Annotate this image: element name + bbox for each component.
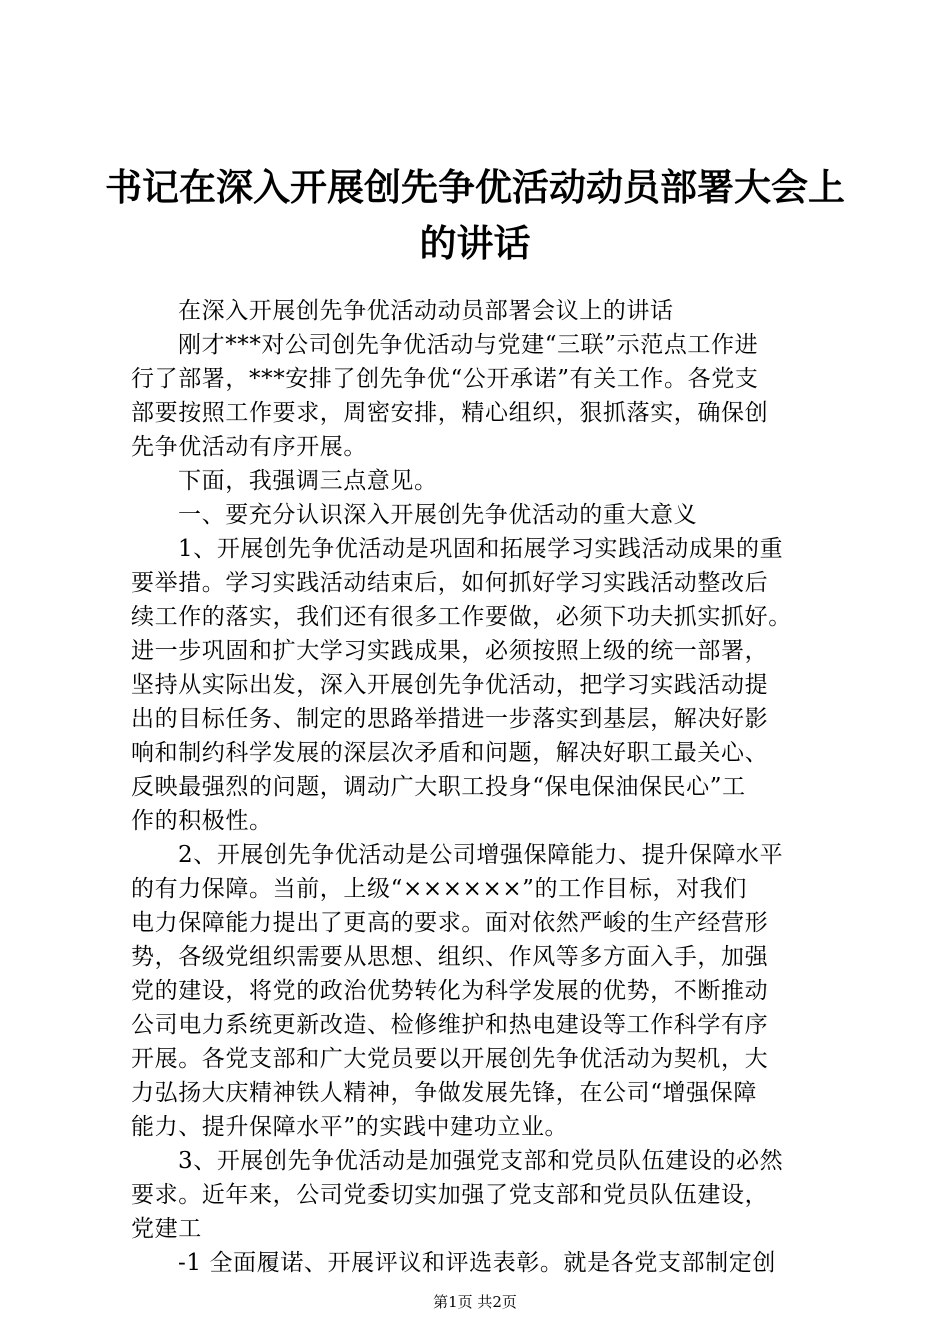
paragraph-line: 开展。各党支部和广大党员要以开展创先争优活动为契机，大 bbox=[131, 1046, 769, 1072]
paragraph-line: 要求。近年来，公司党委切实加强了党支部和党员队伍建设， bbox=[131, 1182, 769, 1208]
paragraph-line: 进一步巩固和扩大学习实践成果，必须按照上级的统一部署， bbox=[131, 638, 769, 664]
paragraph-line: 作的积极性。 bbox=[131, 808, 273, 834]
paragraph-line: 部要按照工作要求，周密安排，精心组织，狠抓落实，确保创 bbox=[131, 400, 769, 426]
paragraph-line: 坚持从实际出发，深入开展创先争优活动，把学习实践活动提 bbox=[131, 672, 769, 698]
paragraph-line: 力弘扬大庆精神铁人精神，争做发展先锋，在公司“增强保障 bbox=[131, 1080, 757, 1106]
paragraph-line: 下面，我强调三点意见。 bbox=[178, 468, 438, 494]
paragraph-line: 党建工 bbox=[131, 1216, 202, 1242]
paragraph-line: 3、开展创先争优活动是加强党支部和党员队伍建设的必然 bbox=[178, 1148, 784, 1174]
paragraph-line: 出的目标任务、制定的思路举措进一步落实到基层，解决好影 bbox=[131, 706, 769, 732]
paragraph-line: 要举措。学习实践活动结束后，如何抓好学习实践活动整改后 bbox=[131, 570, 769, 596]
subtitle-line: 在深入开展创先争优活动动员部署会议上的讲话 bbox=[178, 298, 674, 324]
paragraph-line: 公司电力系统更新改造、检修维护和热电建设等工作科学有序 bbox=[131, 1012, 769, 1038]
paragraph-line: 势，各级党组织需要从思想、组织、作风等多方面入手，加强 bbox=[131, 944, 769, 970]
paragraph-line: 的有力保障。当前，上级“××××××”的工作目标，对我们 bbox=[131, 876, 747, 902]
paragraph-line: 党的建设，将党的政治优势转化为科学发展的优势，不断推动 bbox=[131, 978, 769, 1004]
paragraph-line: 先争优活动有序开展。 bbox=[131, 434, 367, 460]
document-title-line-2: 的讲话 bbox=[419, 222, 531, 265]
paragraph-line: 行了部署，***安排了创先争优“公开承诺”有关工作。各党支 bbox=[131, 366, 759, 392]
paragraph-line: -1 全面履诺、开展评议和评选表彰。就是各党支部制定创 bbox=[178, 1250, 776, 1276]
page-number-footer: 第1页 共2页 bbox=[433, 1293, 517, 1311]
section-heading: 一、要充分认识深入开展创先争优活动的重大意义 bbox=[178, 502, 698, 528]
paragraph-line: 1、开展创先争优活动是巩固和拓展学习实践活动成果的重 bbox=[178, 536, 784, 562]
paragraph-line: 响和制约科学发展的深层次矛盾和问题，解决好职工最关心、 bbox=[131, 740, 769, 766]
paragraph-line: 反映最强烈的问题，调动广大职工投身“保电保油保民心”工 bbox=[131, 774, 746, 800]
paragraph-line: 刚才***对公司创先争优活动与党建“三联”示范点工作进 bbox=[178, 332, 759, 358]
paragraph-line: 续工作的落实，我们还有很多工作要做，必须下功夫抓实抓好。 bbox=[131, 604, 792, 630]
paragraph-line: 能力、提升保障水平”的实践中建功立业。 bbox=[131, 1114, 569, 1140]
document-title-line-1: 书记在深入开展创先争优活动动员部署大会上 bbox=[105, 166, 845, 209]
paragraph-line: 2、开展创先争优活动是公司增强保障能力、提升保障水平 bbox=[178, 842, 784, 868]
paragraph-line: 电力保障能力提出了更高的要求。面对依然严峻的生产经营形 bbox=[131, 910, 769, 936]
